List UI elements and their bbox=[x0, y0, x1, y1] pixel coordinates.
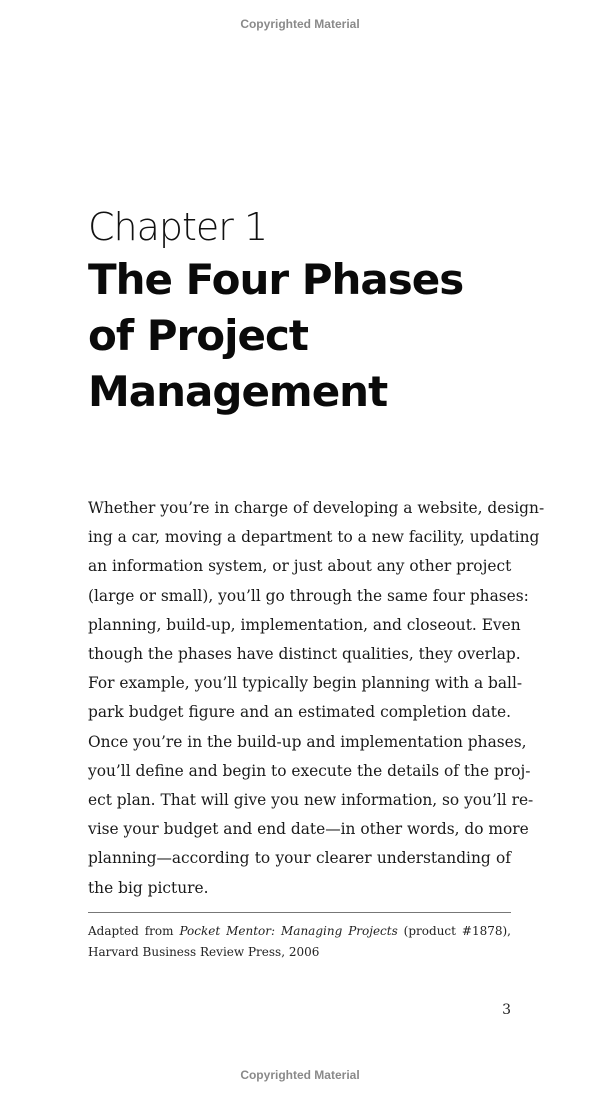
body-line: Once you’re in the build-up and implementation phases, bbox=[88, 732, 527, 751]
footnote-divider bbox=[88, 912, 511, 913]
body-line: ect plan. That will give you new information, so you’ll re- bbox=[88, 791, 534, 810]
source-footnote bbox=[88, 921, 511, 963]
footnote-prefix: Adapted from bbox=[88, 924, 180, 938]
footnote-line bbox=[88, 921, 511, 942]
page-number: 3 bbox=[502, 1002, 511, 1018]
copyright-watermark-top: Copyrighted Material bbox=[240, 17, 360, 31]
copyright-watermark-bottom: Copyrighted Material bbox=[240, 1068, 360, 1082]
body-line: For example, you’ll typically begin planning with a ball- bbox=[88, 674, 523, 693]
body-line: planning—according to your clearer understanding of bbox=[88, 849, 511, 868]
footnote-suffix: (product #1878), bbox=[397, 924, 511, 938]
body-line: planning, build-up, implementation, and closeout. Even bbox=[88, 615, 521, 634]
body-line: though the phases have distinct qualities, they overlap. bbox=[88, 645, 521, 664]
chapter-title-line: of Project bbox=[88, 311, 308, 360]
body-line: the big picture. bbox=[88, 878, 209, 897]
body-line: park budget figure and an estimated completion date. bbox=[88, 703, 511, 722]
body-line: ing a car, moving a department to a new facility, updating bbox=[88, 528, 540, 547]
body-line: an information system, or just about any other project bbox=[88, 557, 512, 576]
body-line: (large or small), you’ll go through the same four phases: bbox=[88, 586, 529, 605]
chapter-title-line: Management bbox=[88, 367, 388, 416]
footnote-book-title: Pocket Mentor: Managing Projects bbox=[179, 924, 398, 938]
body-line: you’ll define and begin to execute the details of the proj- bbox=[88, 761, 531, 780]
body-line: vise your budget and end date—in other words, do more bbox=[88, 820, 529, 839]
chapter-title bbox=[88, 252, 528, 420]
chapter-label: Chapter 1 bbox=[88, 205, 268, 249]
body-line: Whether you’re in charge of developing a website, design- bbox=[88, 499, 545, 517]
footnote-line: Harvard Business Review Press, 2006 bbox=[88, 945, 320, 959]
chapter-title-line: The Four Phases bbox=[88, 255, 464, 304]
body-paragraph bbox=[88, 494, 545, 903]
